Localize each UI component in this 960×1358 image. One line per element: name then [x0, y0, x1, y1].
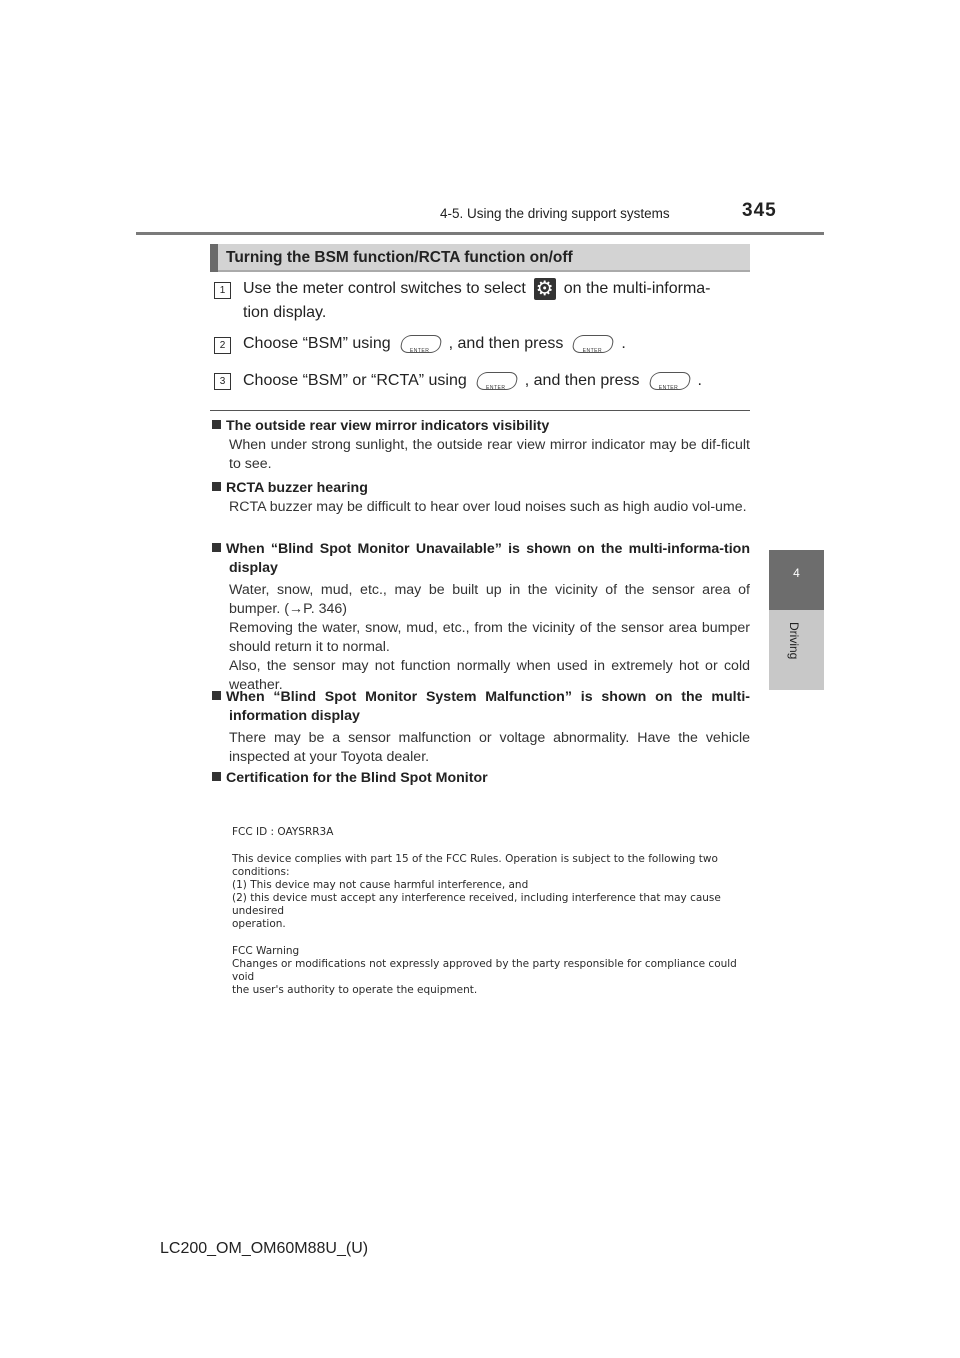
step-text: [243, 332, 626, 356]
step-1-text-b: on the multi-informa-: [563, 280, 711, 297]
note-title: The outside rear view mirror indicators visibility: [226, 418, 550, 434]
step-2-text-b: , and then press: [448, 335, 564, 352]
enter-button-icon: ENTER: [397, 334, 443, 354]
note-title: When “Blind Spot Monitor System Malfunction” is shown on the multi-information display: [226, 689, 750, 724]
enter-button-icon: ENTER: [473, 371, 519, 391]
fcc-compliance: [232, 853, 752, 931]
note-title: Certification for the Blind Spot Monitor: [226, 770, 488, 786]
note-certification: [212, 769, 750, 788]
section-heading-bar: [210, 244, 218, 272]
fcc-compliance-line: (2) this device must accept any interference received, including interference that may cause undesired: [232, 892, 721, 917]
header-rule: [136, 232, 824, 235]
note-title: RCTA buzzer hearing: [226, 480, 368, 496]
note-title: When “Blind Spot Monitor Unavailable” is shown on the multi-informa-tion display: [226, 541, 750, 576]
chapter-tab: [769, 610, 824, 690]
note-rcta-buzzer: [212, 479, 750, 517]
document-code: LC200_OM_OM60M88U_(U): [160, 1240, 369, 1257]
square-bullet-icon: [212, 772, 221, 781]
section-heading: [210, 244, 750, 272]
step-2-text-a: Choose “BSM” using: [243, 335, 391, 352]
square-bullet-icon: [212, 420, 221, 429]
step-3-text-c: .: [697, 372, 702, 389]
page-number: 345: [742, 200, 777, 221]
note-body-line: Removing the water, snow, mud, etc., from the vicinity of the sensor area bumper should return it to normal.: [229, 620, 750, 655]
fcc-id: FCC ID : OAYSRR3A: [232, 826, 334, 838]
chapter-tab-number: 4: [769, 550, 824, 610]
section-heading-text: Turning the BSM function/RCTA function on/off: [226, 249, 573, 266]
fcc-statement: [232, 826, 752, 997]
fcc-warning-line: the user's authority to operate the equipment.: [232, 984, 478, 996]
fcc-warning-line: FCC Warning: [232, 945, 300, 957]
step-text: [243, 277, 749, 325]
step-1-text-a: Use the meter control switches to select: [243, 280, 526, 297]
square-bullet-icon: [212, 482, 221, 491]
fcc-warning: [232, 945, 752, 997]
note-body: RCTA buzzer may be difficult to hear over loud noises such as high audio vol-ume.: [229, 499, 747, 515]
fcc-compliance-line: operation.: [232, 918, 286, 930]
step-number: 1: [214, 282, 231, 299]
chapter-tab-label: Driving: [787, 622, 801, 660]
step-2-text-c: .: [621, 335, 626, 352]
enter-button-icon: ENTER: [646, 371, 692, 391]
note-bsm-malfunction: [212, 688, 750, 767]
note-body-line: Water, snow, mud, etc., may be built up in the vicinity of the sensor area of bumper. (→P. 346): [229, 582, 750, 617]
step-text: [243, 369, 702, 393]
square-bullet-icon: [212, 543, 221, 552]
note-mirror-visibility: [212, 417, 750, 474]
step-number: 3: [214, 373, 231, 390]
fcc-compliance-line: This device complies with part 15 of the FCC Rules. Operation is subject to the following two conditions:: [232, 853, 718, 878]
square-bullet-icon: [212, 691, 221, 700]
step-3-text-b: , and then press: [524, 372, 640, 389]
fcc-compliance-line: (1) This device may not cause harmful interference, and: [232, 879, 529, 891]
header-section-title: 4-5. Using the driving support systems: [440, 206, 670, 221]
section-divider: [210, 410, 750, 411]
step-number: 2: [214, 337, 231, 354]
enter-button-icon: ENTER: [569, 334, 615, 354]
step-3-text-a: Choose “BSM” or “RCTA” using: [243, 372, 467, 389]
step-1-text-c: tion display.: [243, 304, 327, 321]
note-body: When under strong sunlight, the outside rear view mirror indicator may be dif-ficult to see.: [229, 437, 750, 472]
fcc-warning-line: Changes or modifications not expressly approved by the party responsible for compliance could void: [232, 958, 737, 983]
note-body: There may be a sensor malfunction or voltage abnormality. Have the vehicle inspected at your Toyota dealer.: [229, 730, 750, 765]
settings-gear-icon: [534, 278, 556, 300]
note-body-line: Also, the sensor may not function normally when used in extremely hot or cold weather.: [229, 658, 750, 693]
note-bsm-unavailable: [212, 540, 750, 695]
